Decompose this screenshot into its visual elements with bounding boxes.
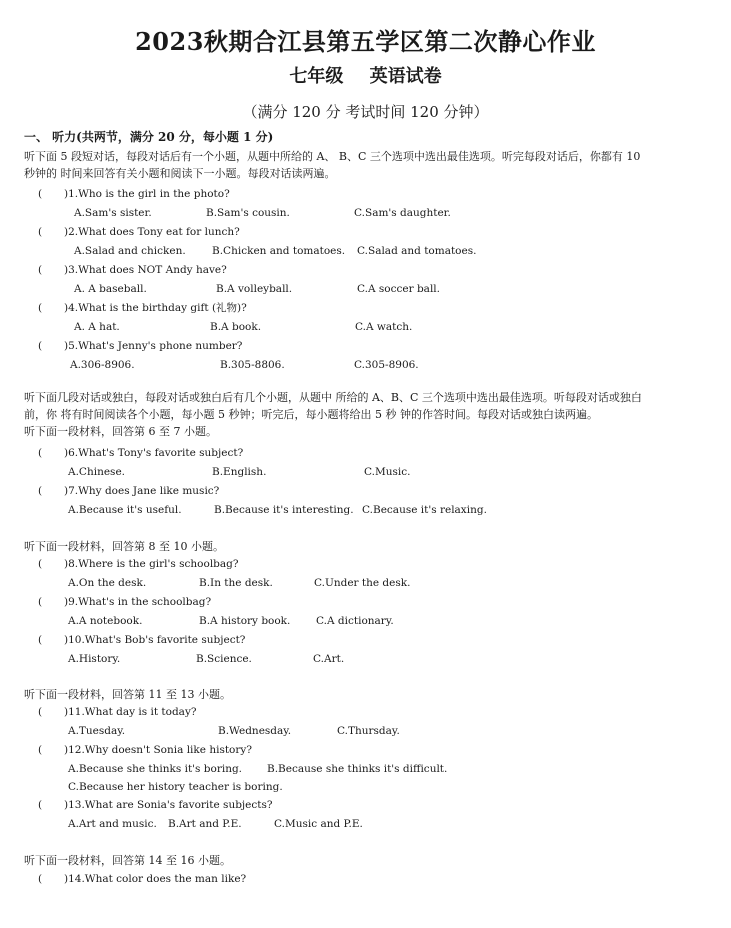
question (34, 185, 714, 204)
group1-questions (34, 444, 714, 520)
page-subtitle (0, 62, 731, 88)
question-text: )2.What does Tony eat for lunch? (64, 226, 240, 238)
question-text: )10.What's Bob's favorite subject? (64, 634, 246, 646)
option-a: A.History. (68, 653, 121, 665)
option-b: B.English. (212, 466, 267, 478)
option-b: B.A volleyball. (216, 283, 293, 295)
option-b: B.Chicken and tomatoes. (212, 245, 346, 257)
option-b: B.Art and P.E. (168, 818, 242, 830)
option-c: C.A watch. (355, 321, 413, 333)
answer-paren[interactable]: ( (38, 873, 43, 885)
option-c: C.Music and P.E. (274, 818, 363, 830)
question (34, 703, 714, 722)
option-c: C.Salad and tomatoes. (357, 245, 477, 257)
question-text: )14.What color does the man like? (64, 873, 247, 885)
question-text: )11.What day is it today? (64, 706, 197, 718)
option-a: A. A hat. (74, 321, 120, 333)
question-text: )7.Why does Jane like music? (64, 485, 220, 497)
question (34, 444, 714, 463)
grade-label: 七年级 (289, 66, 344, 87)
option-c: C.A dictionary. (316, 615, 394, 627)
group4-questions (34, 870, 714, 889)
options-row (34, 650, 714, 669)
answer-paren[interactable]: ( (38, 596, 43, 608)
option-c: C.Under the desk. (314, 577, 411, 589)
option-b: B.Because it's interesting. (214, 504, 354, 516)
question-text: )6.What's Tony's favorite subject? (64, 447, 244, 459)
part2-instructions (24, 389, 714, 440)
question-text: )12.Why doesn't Sonia like history? (64, 744, 252, 756)
options-row (34, 815, 714, 834)
option-a: A.Sam's sister. (74, 207, 152, 219)
answer-paren[interactable]: ( (38, 188, 43, 200)
question (34, 796, 714, 815)
instruction-line: 听下面一段材料，回答第 6 至 7 小题。 (24, 425, 217, 438)
option-c: C.A soccer ball. (357, 283, 440, 295)
options-row (34, 356, 714, 375)
question (34, 870, 714, 889)
question-text: )5.What's Jenny's phone number? (64, 340, 243, 352)
options-row (34, 574, 714, 593)
group3-instruction: 听下面一段材料，回答第 11 至 13 小题。 (24, 688, 231, 701)
option-a: A.Tuesday. (68, 725, 126, 737)
question (34, 223, 714, 242)
subject-label: 英语试卷 (369, 66, 442, 87)
page-title: 2023秋期合江县第五学区第二次静心作业 (135, 27, 596, 56)
part1-instructions (24, 148, 714, 182)
group3-questions (34, 703, 714, 834)
question (34, 482, 714, 501)
option-b: B.Wednesday. (218, 725, 292, 737)
options-row (34, 760, 714, 778)
options-row (34, 501, 714, 520)
question-text: )3.What does NOT Andy have? (64, 264, 227, 276)
option-c: C.Music. (364, 466, 411, 478)
group4-instruction: 听下面一段材料，回答第 14 至 16 小题。 (24, 854, 231, 867)
answer-paren[interactable]: ( (38, 558, 43, 570)
answer-paren[interactable]: ( (38, 226, 43, 238)
question (34, 299, 714, 318)
option-a: A.306-8906. (70, 359, 135, 371)
instruction-line: 前，你 将有时间阅读各个小题，每小题 5 秒钟；听完后，每小题将给出 5 秒 钟的作答时间。每段对话或独白读两遍。 (24, 408, 598, 421)
question-text: )13.What are Sonia's favorite subjects? (64, 799, 273, 811)
answer-paren[interactable]: ( (38, 264, 43, 276)
question (34, 741, 714, 760)
question-text: )1.Who is the girl in the photo? (64, 188, 230, 200)
section-heading: 一、 听力(共两节，满分 20 分，每小题 1 分) (24, 130, 274, 144)
option-b: B.A history book. (199, 615, 291, 627)
option-b: B.Science. (196, 653, 252, 665)
options-row (34, 204, 714, 223)
options-row (34, 722, 714, 741)
option-b: B.Sam's cousin. (206, 207, 290, 219)
question (34, 337, 714, 356)
option-a: A. A baseball. (74, 283, 147, 295)
answer-paren[interactable]: ( (38, 634, 43, 646)
option-c: C.Because it's relaxing. (362, 504, 487, 516)
group2-questions (34, 555, 714, 669)
option-a: A.Chinese. (68, 466, 125, 478)
answer-paren[interactable]: ( (38, 302, 43, 314)
question (34, 631, 714, 650)
answer-paren[interactable]: ( (38, 799, 43, 811)
question-text: )4.What is the birthday gift (礼物)? (64, 302, 247, 314)
part1-questions (34, 185, 714, 375)
score-info: （满分 120 分 考试时间 120 分钟） (242, 103, 489, 121)
options-row (34, 280, 714, 299)
answer-paren[interactable]: ( (38, 706, 43, 718)
answer-paren[interactable]: ( (38, 744, 43, 756)
option-c: C.Sam's daughter. (354, 207, 451, 219)
instruction-line: 听下面 5 段短对话，每段对话后有一个小题，从题中所给的 A、 B、C 三个选项中选出最佳选项。听完每段对话后，你都有 10 (24, 150, 641, 163)
option-a: A.On the desk. (68, 577, 147, 589)
option-c: C.Because her history teacher is boring. (68, 781, 283, 793)
instruction-line: 听下面几段对话或独白，每段对话或独白后有几个小题，从题中 所给的 A、B、C 三个选项中选出最佳选项。听每段对话或独白 (24, 391, 642, 404)
option-b: B.A book. (210, 321, 262, 333)
question (34, 261, 714, 280)
option-c: C.Thursday. (337, 725, 400, 737)
options-row (34, 612, 714, 631)
instruction-line: 秒钟的 时间来回答有关小题和阅读下一小题。每段对话读两遍。 (24, 167, 336, 180)
question-text: )9.What's in the schoolbag? (64, 596, 212, 608)
options-row (34, 463, 714, 482)
option-a: A.Because it's useful. (68, 504, 182, 516)
options-row (34, 778, 714, 796)
option-a: A.Art and music. (68, 818, 157, 830)
question-text: )8.Where is the girl's schoolbag? (64, 558, 239, 570)
option-a: A.Because she thinks it's boring. (68, 763, 243, 775)
option-c: C.Art. (313, 653, 345, 665)
answer-paren[interactable]: ( (38, 447, 43, 459)
options-row (34, 318, 714, 337)
options-row (34, 242, 714, 261)
option-a: A.A notebook. (68, 615, 143, 627)
question (34, 593, 714, 612)
option-b: B.In the desk. (199, 577, 273, 589)
answer-paren[interactable]: ( (38, 485, 43, 497)
option-b: B.305-8806. (220, 359, 285, 371)
option-c: C.305-8906. (354, 359, 419, 371)
group2-instruction: 听下面一段材料，回答第 8 至 10 小题。 (24, 540, 224, 553)
answer-paren[interactable]: ( (38, 340, 43, 352)
question (34, 555, 714, 574)
option-b: B.Because she thinks it's difficult. (267, 763, 448, 775)
option-a: A.Salad and chicken. (74, 245, 186, 257)
